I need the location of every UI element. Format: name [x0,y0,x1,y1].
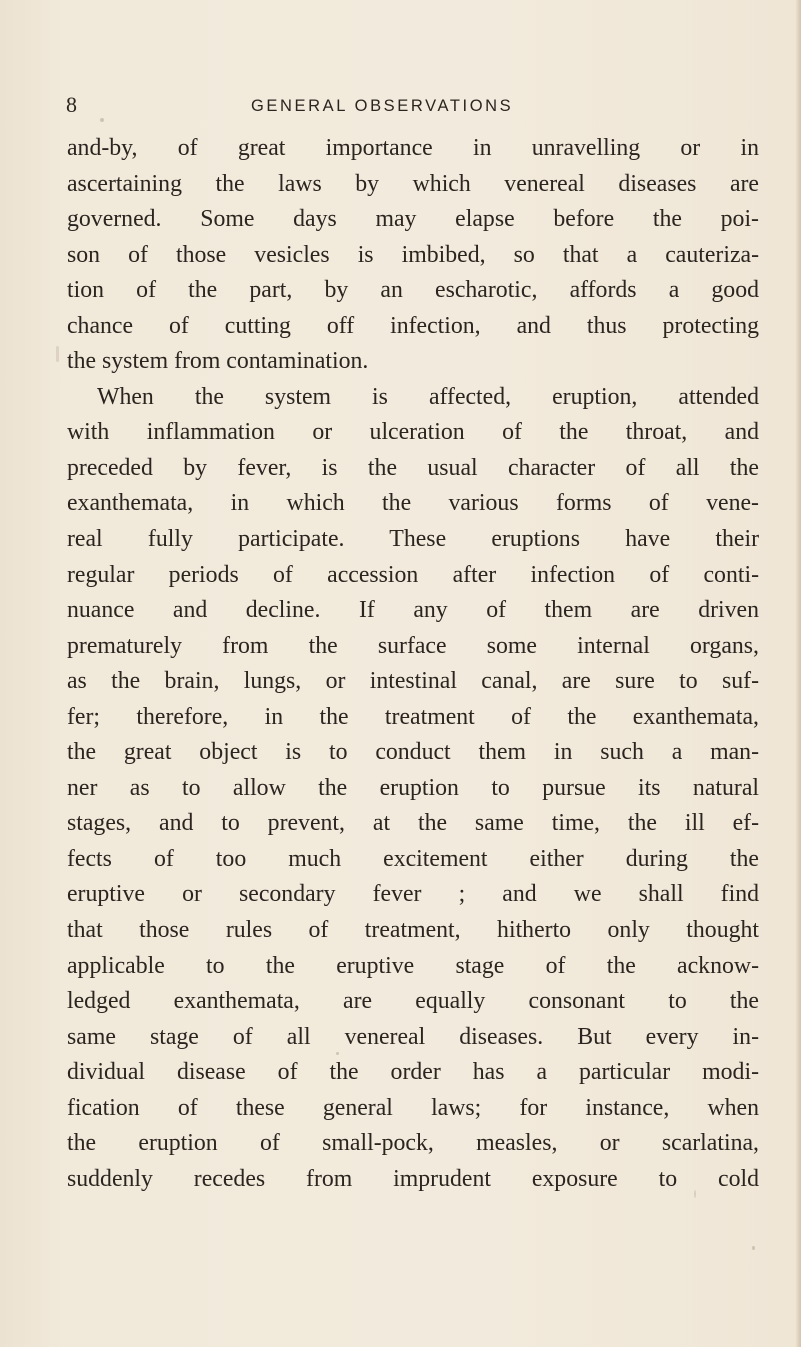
running-head: GENERAL OBSERVATIONS [251,97,514,115]
page-number: 8 [66,92,78,117]
text-line: the system from contamination. [67,348,369,375]
text-line: the great object is to conduct them in such a man- [67,739,759,766]
text-line: When the system is affected, eruption, attended [97,383,759,410]
text-line: governed. Some days may elapse before the poi- [67,206,759,233]
text-line: stages, and to prevent, at the same time, the ill ef- [67,810,759,837]
text-line: ascertaining the laws by which venereal diseases are [67,170,759,197]
text-line: chance of cutting off infection, and thus protecting [67,312,759,339]
text-line: and-by, of great importance in unravelling or in [67,135,759,161]
text-line: regular periods of accession after infection of conti- [67,561,759,588]
text-line: with inflammation or ulceration of the throat, and [67,419,759,446]
paper-fleck [336,1052,339,1055]
text-line: eruptive or secondary fever ; and we shall find [67,881,759,908]
text-line: suddenly recedes from imprudent exposure to cold [67,1165,759,1192]
text-line: ner as to allow the eruption to pursue its natural [67,774,759,801]
text-line: fer; therefore, in the treatment of the exanthemata, [67,703,759,730]
text-line: exanthemata, in which the various forms of vene- [67,490,759,517]
text-line: as the brain, lungs, or intestinal canal, are sure to suf- [67,668,759,695]
text-line: ledged exanthemata, are equally consonant to the [67,988,759,1015]
page-edge-shadow [795,0,801,1347]
text-line: fication of these general laws; for instance, when [67,1094,759,1121]
paper-fleck [100,118,104,122]
text-line: tion of the part, by an escharotic, affords a good [67,277,759,304]
text-line: the eruption of small-pock, measles, or scarlatina, [67,1130,759,1157]
paper-fleck [56,346,59,362]
paper-fleck [694,1190,696,1198]
text-line: son of those vesicles is imbibed, so that a cauteriza- [67,241,759,268]
text-line: preceded by fever, is the usual character of all the [67,454,759,481]
text-line: fects of too much excitement either during the [67,845,759,872]
paper-fleck [752,1246,755,1250]
text-line: nuance and decline. If any of them are driven [67,597,759,624]
text-line: that those rules of treatment, hitherto only thought [67,917,759,944]
text-line: applicable to the eruptive stage of the acknow- [67,952,759,979]
text-line: dividual disease of the order has a particular modi- [67,1059,759,1086]
text-line: prematurely from the surface some internal organs, [67,632,759,659]
body-text [67,131,759,1197]
text-line: same stage of all venereal diseases. But every in- [67,1023,759,1050]
text-line: real fully participate. These eruptions have their [67,526,759,553]
